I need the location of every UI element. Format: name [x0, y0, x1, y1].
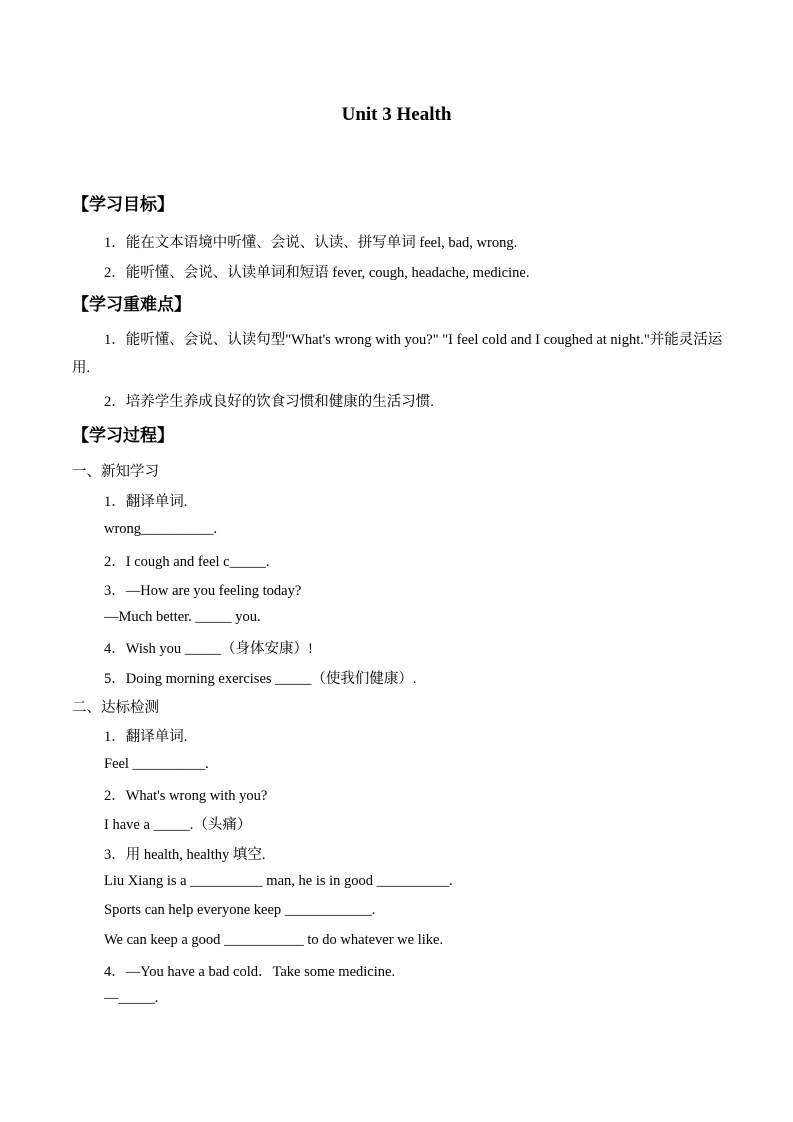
- part1-line-4: 3．—How are you feeling today?: [104, 583, 302, 599]
- part2-line-9: 4．—You have a bad cold．Take some medicine.: [104, 964, 396, 980]
- part2-line-8: We can keep a good ___________ to do whatever we like.: [104, 932, 444, 948]
- key-points-heading: 【学习重难点】: [72, 295, 191, 315]
- part1-line-1: 1．翻译单词.: [104, 494, 188, 510]
- key-point-item-2: 2．培养学生养成良好的饮食习惯和健康的生活习惯.: [104, 394, 434, 410]
- part2-line-2: Feel __________.: [104, 756, 209, 772]
- part2-line-5: 3．用 health, healthy 填空.: [104, 847, 266, 863]
- part1-line-2: wrong__________.: [104, 521, 218, 537]
- process-heading: 【学习过程】: [72, 426, 174, 446]
- objective-item-1: 1．能在文本语境中听懂、会说、认读、拼写单词 feel, bad, wrong.: [104, 235, 518, 251]
- part2-line-7: Sports can help everyone keep ____________.: [104, 902, 376, 918]
- objectives-heading: 【学习目标】: [72, 195, 174, 215]
- part2-title: 二、达标检测: [72, 700, 159, 716]
- part2-line-3: 2．What's wrong with you?: [104, 788, 268, 804]
- part2-line-10: —_____.: [104, 990, 159, 1006]
- part1-line-6: 4．Wish you _____（身体安康）!: [104, 641, 313, 657]
- key-point-item-1: 1．能听懂、会说、认读句型"What's wrong with you?" "I feel cold and I coughed at night."并能灵活运用.: [72, 332, 723, 376]
- part1-line-7: 5．Doing morning exercises _____（使我们健康）.: [104, 671, 417, 687]
- part1-line-3: 2．I cough and feel c_____.: [104, 554, 270, 570]
- part1-line-5: —Much better. _____ you.: [104, 609, 261, 625]
- part2-line-6: Liu Xiang is a __________ man, he is in good __________.: [104, 873, 453, 889]
- objective-item-2: 2．能听懂、会说、认读单词和短语 fever, cough, headache, medicine.: [104, 265, 530, 281]
- part1-title: 一、新知学习: [72, 464, 159, 480]
- document-title: Unit 3 Health: [341, 104, 452, 125]
- part2-line-4: I have a _____.（头痛）: [104, 817, 252, 833]
- part2-line-1: 1．翻译单词.: [104, 729, 188, 745]
